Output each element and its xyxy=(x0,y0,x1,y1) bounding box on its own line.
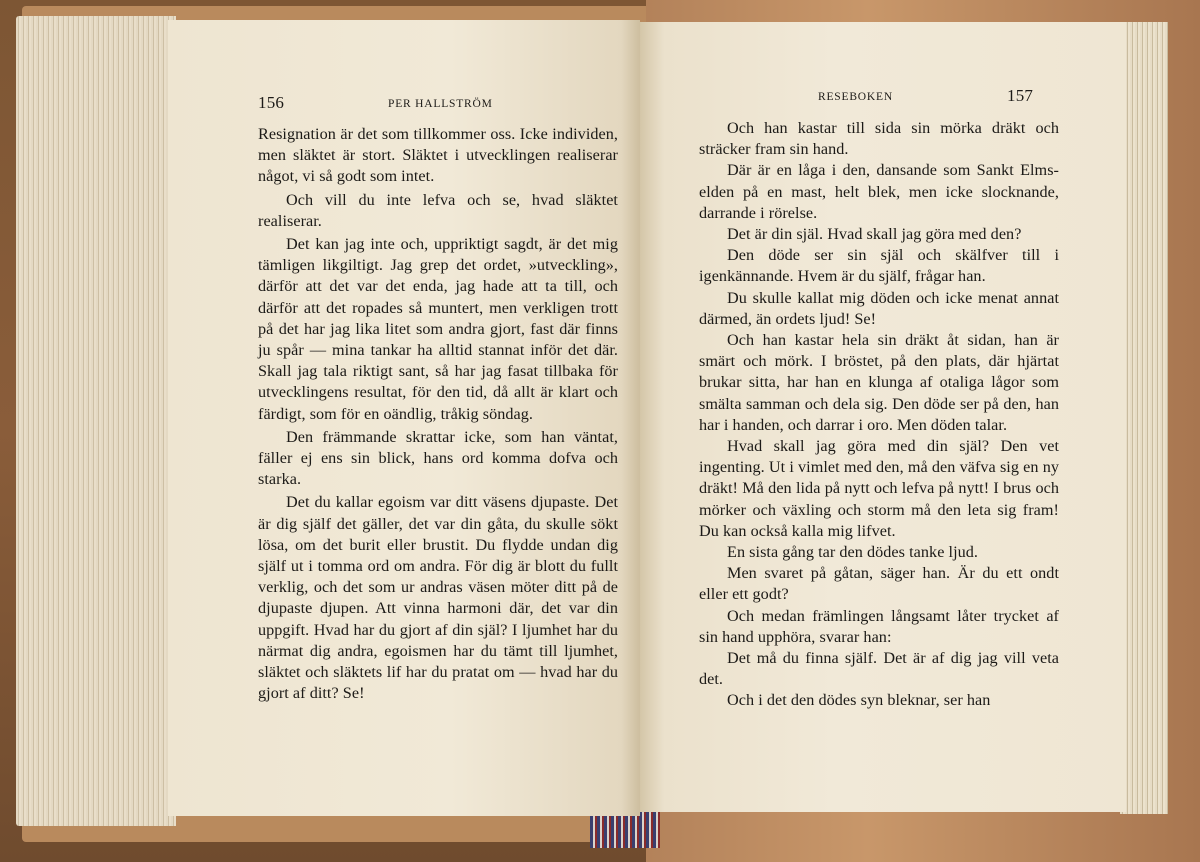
paragraph: Resignation är det som tillkommer oss. Icke individen, men släktet är stort. Släktet i utvecklingen realiserar något, vi så godt som intet. xyxy=(258,125,618,186)
paragraph: Den döde ser sin själ och skälfver till i igenkännande. Hvem är du själf, frågar han. xyxy=(699,246,1059,286)
paragraph: Där är en låga i den, dansande som Sankt Elms-elden på en mast, helt blek, men icke slocknande, darrande i rörelse. xyxy=(699,161,1059,222)
paragraph: En sista gång tar den dödes tanke ljud. xyxy=(727,543,978,562)
paragraph: Och han kastar hela sin dräkt åt sidan, han är smärt och mörk. I bröstet, på den plats, där hjärtat brukar sitta, har han en klunga af otaliga lågor som smälta samman och dela sig. Den döde ser på den, han har i handen, och darrar i oro. Men döden talar. xyxy=(699,331,1059,434)
page-edges-left xyxy=(16,16,176,826)
right-page-body xyxy=(699,118,1059,712)
running-head-left: PER HALLSTRÖM xyxy=(388,98,493,110)
paragraph: Du skulle kallat mig döden och icke menat annat därmed, än ordets ljud! Se! xyxy=(699,288,1059,328)
paragraph: Och i det den dödes syn bleknar, ser han xyxy=(727,691,991,710)
paragraph: Hvad skall jag göra med din själ? Den vet ingenting. Ut i vimlet med den, må den väfva sig en ny dräkt! Må den lida på nytt och lefva på nytt! I brus och mörker och växling och storm må den leta sig fram! Du kan också kalla mig lifvet. xyxy=(699,437,1059,540)
paragraph: Den främmande skrattar icke, som han väntat, fäller ej ens sin blick, hans ord komma dofva och starka. xyxy=(258,427,618,489)
right-page xyxy=(640,22,1126,812)
paragraph: Och vill du inte lefva och se, hvad släktet realiserar. xyxy=(258,190,618,230)
paragraph: Det är din själ. Hvad skall jag göra med den? xyxy=(727,225,1022,244)
running-head-right: RESEBOKEN xyxy=(818,91,893,103)
page-number-left: 156 xyxy=(258,93,285,112)
page-edges-right xyxy=(1120,22,1168,814)
left-page xyxy=(168,20,640,816)
left-page-body xyxy=(258,124,618,704)
paragraph: Och han kastar till sida sin mörka dräkt och sträcker fram sin hand. xyxy=(699,119,1059,159)
paragraph: Men svaret på gåtan, säger han. Är du ett ondt eller ett godt? xyxy=(699,564,1059,604)
paragraph: Och medan främlingen långsamt låter trycket af sin hand upphöra, svarar han: xyxy=(699,606,1059,646)
paragraph: Det kan jag inte och, uppriktigt sagdt, är det mig tämligen likgiltigt. Jag grep det ordet, »utveckling», därför att det var det enda, jag hade att ta till, och därför att det ropades så muntert, men verkligen trott på det har jag lika litet som andra gjort, fast där finns ju spår — mina tankar ha alltid stannat inför det där. Skall jag tala riktigt sant, så har jag fasat tillbaka för utvecklingens resultat, för den tid, då allt är klart och färdigt, som för en oändlig, tråkig söndag. xyxy=(258,235,618,423)
paragraph: Det må du finna själf. Det är af dig jag vill veta det. xyxy=(699,649,1059,689)
paragraph: Det du kallar egoism var ditt väsens djupaste. Det är dig själf det gäller, det var din gåta, du skulle sökt lösa, om det burit eller brustit. Du flydde undan dig själf ut i tomma ord om andra. För dig är blott du fullt verklig, och det som ur andras väsen möter ditt på de djupaste djupen. Att vinna harmoni där, det var din uppgift. Hvad har du gjort af din själ? I ljumhet har du närmat dig andra, egoismen har du tämt till ljumhet, släktet och släktets lif har du pratat om — hvad har du gjort af ditt? Se! xyxy=(258,493,618,703)
page-number-right: 157 xyxy=(1007,86,1034,105)
